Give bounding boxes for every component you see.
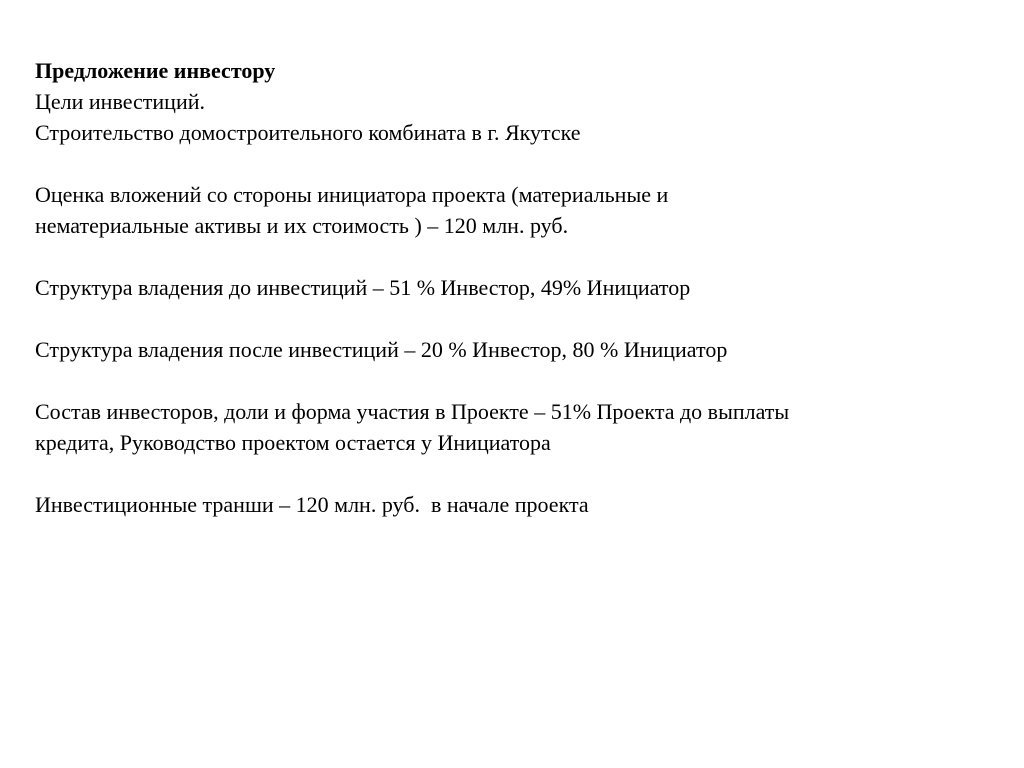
investors-line-2: кредита, Руководство проектом остается у Инициатора (35, 430, 551, 455)
spacer (35, 148, 995, 179)
ownership-after: Структура владения после инвестиций – 20 % Инвестор, 80 % Инициатор (35, 337, 728, 362)
valuation-line-2: нематериальные активы и их стоимость ) – 120 млн. руб. (35, 213, 569, 238)
ownership-before: Структура владения до инвестиций – 51 % Инвестор, 49% Инициатор (35, 275, 691, 300)
goals-heading: Цели инвестиций. (35, 89, 205, 114)
spacer (35, 303, 995, 334)
slide-title: Предложение инвестору (35, 58, 276, 83)
slide-content (35, 55, 995, 520)
spacer (35, 365, 995, 396)
investment-tranches: Инвестиционные транши – 120 млн. руб. в начале проекта (35, 492, 589, 517)
spacer (35, 458, 995, 489)
valuation-line-1: Оценка вложений со стороны инициатора проекта (материальные и (35, 182, 669, 207)
goals-text: Строительство домостроительного комбината в г. Якутске (35, 120, 581, 145)
spacer (35, 241, 995, 272)
investors-line-1: Состав инвесторов, доли и форма участия в Проекте – 51% Проекта до выплаты (35, 399, 790, 424)
